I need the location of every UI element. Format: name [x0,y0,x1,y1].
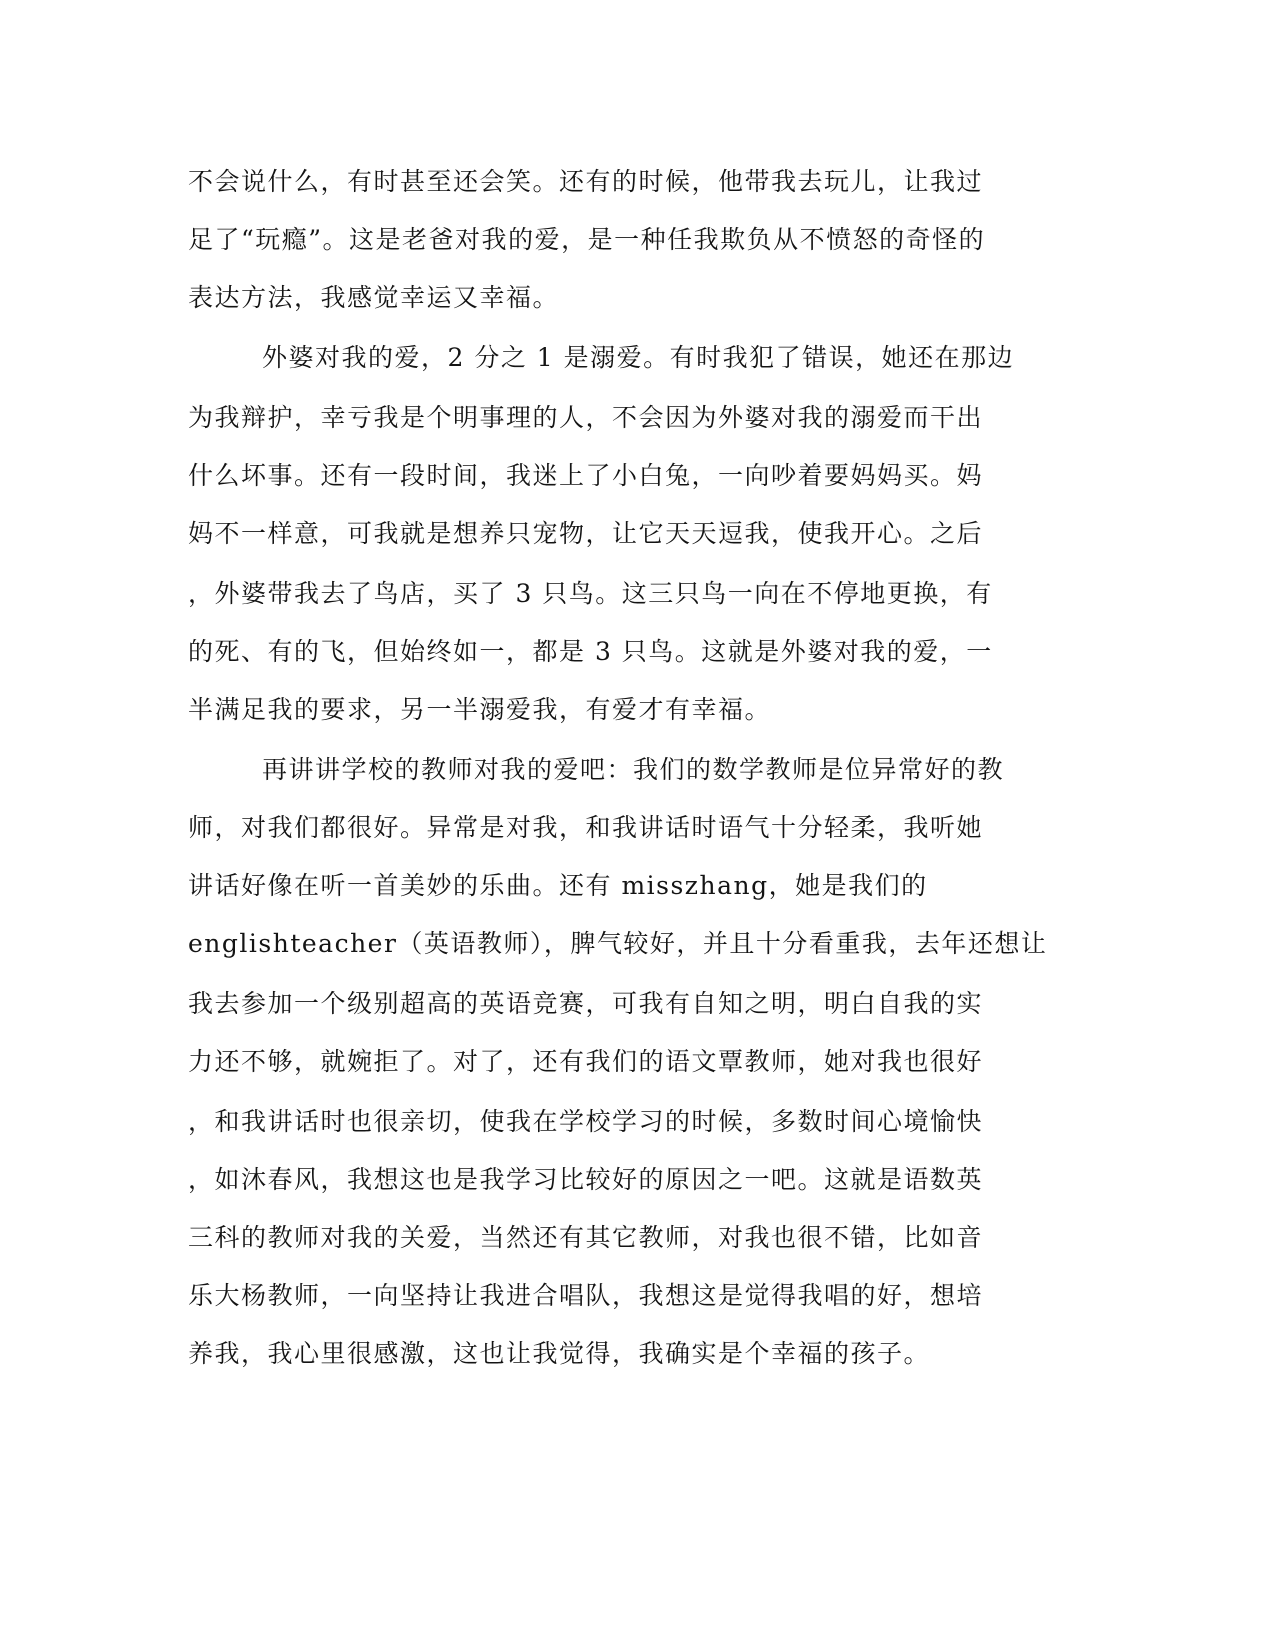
text-line: 师，对我们都很好。异常是对我，和我讲话时语气十分轻柔，我听她 [188,813,984,842]
text-line: 讲话好像在听一首美妙的乐曲。还有 misszhang，她是我们的 [188,871,928,900]
text-line: 力还不够，就婉拒了。对了，还有我们的语文覃教师，她对我也很好 [188,1047,984,1076]
text-line: 的死、有的飞，但始终如一，都是 3 只鸟。这就是外婆对我的爱，一 [188,637,993,666]
text-line: 足了“玩瘾”。这是老爸对我的爱，是一种任我欺负从不愤怒的奇怪的 [188,225,986,254]
text-line: 三科的教师对我的关爱，当然还有其它教师，对我也很不错，比如音 [188,1223,984,1252]
text-line: englishteacher（英语教师），脾气较好，并且十分看重我，去年还想让 [188,929,1048,958]
text-line: 半满足我的要求，另一半溺爱我，有爱才有幸福。 [188,695,772,724]
text-line: ，外婆带我去了鸟店，买了 3 只鸟。这三只鸟一向在不停地更换，有 [188,579,993,608]
paragraph-first-line: 外婆对我的爱，2 分之 1 是溺爱。有时我犯了错误，她还在那边 [262,343,1015,372]
text-line: ，和我讲话时也很亲切，使我在学校学习的时候，多数时间心境愉快 [188,1107,984,1136]
text-line: 不会说什么，有时甚至还会笑。还有的时候，他带我去玩儿，让我过 [188,167,984,196]
text-line: 为我辩护，幸亏我是个明事理的人，不会因为外婆对我的溺爱而干出 [188,403,984,432]
text-line: 我去参加一个级别超高的英语竞赛，可我有自知之明，明白自我的实 [188,989,984,1018]
text-line: 什么坏事。还有一段时间，我迷上了小白兔，一向吵着要妈妈买。妈 [188,461,984,490]
text-line: 表达方法，我感觉幸运又幸福。 [188,283,560,312]
paragraph-first-line: 再讲讲学校的教师对我的爱吧：我们的数学教师是位异常好的教 [262,755,1005,784]
text-line: 妈不一样意，可我就是想养只宠物，让它天天逗我，使我开心。之后 [188,519,984,548]
text-line: 乐大杨教师，一向坚持让我进合唱队，我想这是觉得我唱的好，想培 [188,1281,984,1310]
text-line: 养我，我心里很感激，这也让我觉得，我确实是个幸福的孩子。 [188,1339,931,1368]
text-line: ，如沐春风，我想这也是我学习比较好的原因之一吧。这就是语数英 [188,1165,984,1194]
